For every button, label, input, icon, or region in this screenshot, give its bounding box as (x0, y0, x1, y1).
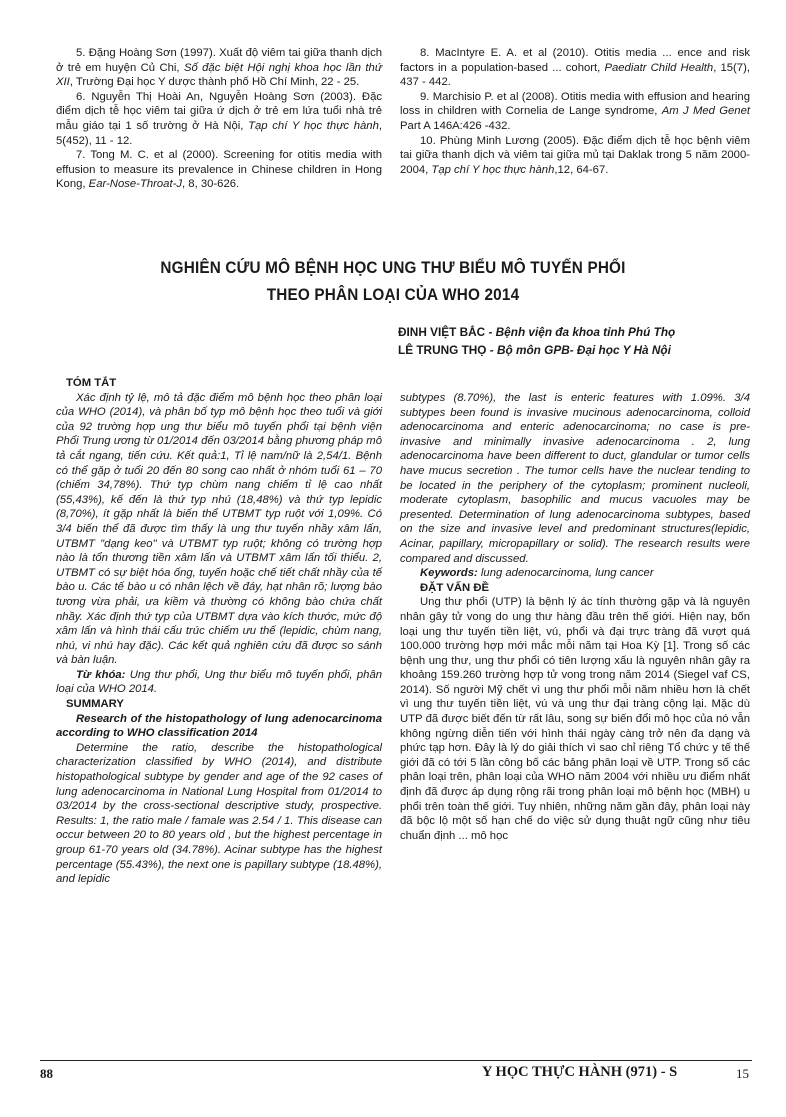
reference-item: 9. Marchisio P. et al (2008). Otitis media with effusion and hearing loss in children with Cornelia de Lange syndrome, Am J Med Genet Part A 146A:426 -432. (400, 90, 750, 132)
reference-item: 6. Nguyễn Thị Hoài An, Nguyễn Hoàng Sơn (2003). Đặc điểm dịch tễ học viêm tai giữa ứ dịch ở trẻ em lứa tuổi nhà trẻ mẫu giáo tại 1 số trường ở Hà Nội, Tạp chí Y học thực hành, 5(452), 11 - 12. (56, 90, 382, 147)
intro-body: Ung thư phổi (UTP) là bệnh lý ác tính thường gặp và là nguyên nhân gây tử vong do ung thư hàng đầu trên thế giới. Hiện nay, bốn loại ung thư tuyến tiền liệt, vú, phổi và đại trực tràng đã vượt quá 100.000 trường hợp mới mắc mỗi năm tại Hoa Kỳ [1]. Trong số các bệnh ung thư, ung thư phổi có tiên lượng xấu là nguyên nhân gây ra khoảng 159.260 trường hợp tử vong trong năm 2014 (Siegel vaf CS, 2014). Số người Mỹ chết vì ung thư phổi mỗi năm nhiều hơn là chết vì ung thư tuyến tiền liệt, vú và ung thư đại tràng cộng lại. Mặc dù UTP đã được biết đến từ rất lâu, song sự biến đổi mô học của nó vẫn không ngừng diễn tiến với hình thái ngày càng trở nên đa dạng và phức tạp hơn. Đây là lý do giải thích vì sao chỉ riêng Tổ chức y tế thế giới đã có tới 5 lần công bố các bảng phân loại về UTP. Trong số các phân loại trên, phân loại của WHO năm 2004 với nhiều ưu điểm nhất định đã được áp dụng rộng rãi trong phân loại mô bệnh học (MBH) u phổi trên toàn thế giới. Tuy nhiên, những năm gần đây, phân loại này đã bộc lộ một số hạn chế do việc sử dụng thuật ngữ cũng như tiêu chuẩn định ... mô học (400, 596, 750, 842)
abstract-en-body: Determine the ratio, describe the histopathological characterization classified by WHO (2014), and distribute histopathological subtype by gender and age of the 92 cases of lung adenocarcinoma in National Lung Hospital from 01/2014 to 03/2014 by the cross-sectional descriptive study, prospective. Results: 1, the ratio male / famale was 2.54 / 1. This disease can occur between 20 to 80 years old , but the highest percentage in group 61-70 years old (34.78%). Acinar subtype has the highest percentage (55.43%), the next one is papillary subtype (18.48%), and lepidic (56, 741, 382, 886)
abstract-vi-heading: TÓM TẮT (66, 377, 117, 389)
issue-number: 15 (736, 1066, 749, 1081)
abstract-vi-body: Xác định tỷ lệ, mô tả đặc điểm mô bệnh học theo phân loại của WHO (2014), và phân bố typ mô bệnh học theo tuổi và giới của 92 trường hợp ung thư biểu mô tuyến phổi tại bệnh viện Phổi Trung ương từ 01/2014 đến 03/2014 bằng phương pháp mô tả cắt ngang, tiến cứu. Kết quả:1, Tỉ lệ nam/nữ là 2,54/1. Bệnh có thể gặp ở tuổi 20 đến 80 song cao nhất ở nhóm tuổi 61 – 70 (chiếm 34,78%). Thứ typ chùm nang chiếm tỉ lệ cao nhất (55,43%), kế đến là thứ typ nhú (18,48%) và thứ typ lepidic (8,70%), ít gặp nhất là biến thể UTBMT typ ruột với 1,09%. Có 3/4 biến thể đã được tìm thấy là ung thư tuyến nhầy xâm lấn, UTBMT "dạng keo" và UTBMT typ ruột; không có trường hợp nào là tổn thương tiền xâm lấn và UTBMT xâm lấn tối thiểu. 2, UTBMT có sự biệt hóa ống, tuyến hoặc chế tiết chất nhầy của tế bào u. Các tế bào u có nhân lệch về đáy, hạt nhân rõ; lượng bào tương vừa phải, ưa kiềm và thường có không bào chứa chất nhầy. Xác định thứ typ của UTBMT dựa vào kích thước, mức độ xâm lấn và hình thái cấu trúc chiếm ưu thế (lepidic, chùm nang, nhú, vi nhú hay đặc). Các kết quả nghiên cứu đã được so sánh và bàn luận. (56, 391, 382, 667)
reference-item: 10. Phùng Minh Lương (2005). Đặc điểm dịch tễ học bệnh viêm tai giữa thanh dịch và viêm tai giữa mủ tại Daklak trong 5 năm 2000-2004, Tạp chí Y học thực hành,12, 64-67. (400, 134, 750, 176)
author-name: LÊ TRUNG THỌ (398, 343, 487, 357)
author-name: ĐINH VIỆT BẮC (398, 325, 486, 339)
page-number: 88 (40, 1066, 53, 1081)
author-line (398, 341, 753, 359)
abstract-en-heading: SUMMARY (66, 698, 124, 711)
author-list (398, 323, 753, 359)
intro-heading: ĐẶT VẤN ĐỀ (420, 581, 490, 594)
body-right-column (400, 391, 750, 843)
references-left-column (56, 46, 382, 192)
body-left-column (56, 376, 382, 887)
article-title-line-2: THEO PHÂN LOẠI CỦA WHO 2014 (266, 285, 520, 304)
reference-item: 7. Tong M. C. et al (2000). Screening for otitis media with effusion to measure its prevalence in Chinese children in Hong Kong, Ear-Nose-Throat-J, 8, 30-626. (56, 149, 382, 191)
journal-name: Y HỌC THỰC HÀNH (971) - S (482, 1064, 678, 1080)
abstract-en-body-continued: subtypes (8.70%), the last is enteric features with 1.09%. 3/4 subtypes been found is invasive mucinous adenocarcinoma, colloid adenocarcinoma and enteric adenocarcinoma; no case is pre-invasive and minimally invasive adenocarcinoma . 2, lung adenocarcinoma have been different to duct, glandular or tumor cells have mucus secretion . The tumor cells have the nuclear tending to be located in the periphery of the cytoplasm; prominent nucleoli, moderate cytoplasm, basophilic and mucus vacuoles may be presented. Determination of lung adenocarcinoma subtypes, based on the size and invasive level and predominant structures(lepidic, Acinar, papillary, micropapillary or solid). The research results were compared and discussed. (400, 392, 750, 565)
reference-item: 5. Đặng Hoàng Sơn (1997). Xuất độ viêm tai giữa thanh dịch ở trẻ em huyện Củ Chi, Số đặc biệt Hội nghị khoa học lần thứ XII, Trường Đại học Y dược thành phố Hồ Chí Minh, 22 - 25. (56, 47, 382, 89)
abstract-en-keywords: Keywords: lung adenocarcinoma, lung cancer (420, 567, 654, 580)
author-line (398, 323, 753, 341)
abstract-en-title: Research of the histopathology of lung adenocarcinoma according to WHO classification 2014 (56, 712, 382, 740)
abstract-vi-keywords: Từ khóa: Ung thư phổi, Ung thư biểu mô tuyến phổi, phân loại của WHO 2014. (56, 668, 383, 696)
author-affiliation: - Bệnh viện đa khoa tỉnh Phú Thọ (485, 325, 676, 339)
article-title-line-1: NGHIÊN CỨU MÔ BỆNH HỌC UNG THƯ BIỂU MÔ TUYẾN PHỔI (160, 258, 626, 277)
author-affiliation: - Bộ môn GPB- Đại học Y Hà Nội (486, 343, 671, 357)
reference-item: 8. MacIntyre E. A. et al (2010). Otitis media ... ence and risk factors in a population-based ... cohort, Paediatr Child Health, 15(7), 437 - 442. (400, 47, 750, 89)
footer-divider (40, 1060, 752, 1061)
references-right-column (400, 46, 750, 177)
article-title (111, 254, 674, 308)
